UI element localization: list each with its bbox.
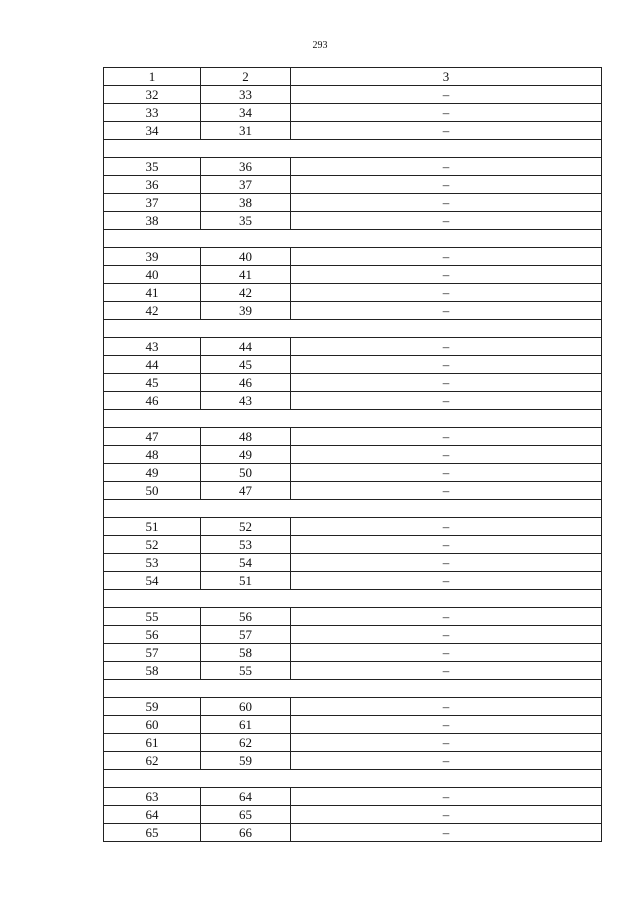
table-row <box>104 626 602 644</box>
table-row <box>104 284 602 302</box>
table-cell-col-3: – <box>291 122 602 140</box>
table-cell-col-2: 45 <box>201 356 291 374</box>
table-row <box>104 374 602 392</box>
table-cell-col-3: – <box>291 428 602 446</box>
table-row <box>104 248 602 266</box>
table-cell-col-3: – <box>291 734 602 752</box>
table-cell-col-1: 52 <box>104 536 201 554</box>
table-cell-col-2: 66 <box>201 824 291 842</box>
table-cell-col-1: 49 <box>104 464 201 482</box>
table-cell-col-3: – <box>291 356 602 374</box>
table-cell-col-3: – <box>291 644 602 662</box>
table-cell-col-2: 34 <box>201 104 291 122</box>
table-cell-col-2: 38 <box>201 194 291 212</box>
table-cell-col-1: 51 <box>104 518 201 536</box>
table-row <box>104 698 602 716</box>
table-cell-col-1: 40 <box>104 266 201 284</box>
table-cell-col-2: 52 <box>201 518 291 536</box>
separator-cell <box>104 680 602 698</box>
table-row <box>104 464 602 482</box>
table-cell-col-2: 33 <box>201 86 291 104</box>
table-cell-col-2: 59 <box>201 752 291 770</box>
table-cell-col-2: 35 <box>201 212 291 230</box>
table-cell-col-3: – <box>291 536 602 554</box>
table-row <box>104 716 602 734</box>
table-cell-col-3: – <box>291 338 602 356</box>
table-cell-col-2: 37 <box>201 176 291 194</box>
table-cell-col-1: 46 <box>104 392 201 410</box>
table-row <box>104 302 602 320</box>
table-cell-col-2: 49 <box>201 446 291 464</box>
table-row <box>104 734 602 752</box>
group-separator-row <box>104 320 602 338</box>
table-row <box>104 608 602 626</box>
table-cell-col-3: – <box>291 194 602 212</box>
table-cell-col-3: – <box>291 698 602 716</box>
table-row <box>104 392 602 410</box>
table-cell-col-1: 35 <box>104 158 201 176</box>
table-cell-col-3: – <box>291 806 602 824</box>
group-separator-row <box>104 410 602 428</box>
table-row <box>104 212 602 230</box>
table-cell-col-1: 60 <box>104 716 201 734</box>
table-cell-col-1: 63 <box>104 788 201 806</box>
table-cell-col-1: 33 <box>104 104 201 122</box>
table-row <box>104 554 602 572</box>
table-cell-col-3: – <box>291 716 602 734</box>
table-cell-col-3: – <box>291 572 602 590</box>
table-cell-col-1: 42 <box>104 302 201 320</box>
header-cell-3: 3 <box>291 68 602 86</box>
table-cell-col-1: 45 <box>104 374 201 392</box>
table-row <box>104 824 602 842</box>
table-row <box>104 158 602 176</box>
table-cell-col-3: – <box>291 554 602 572</box>
group-separator-row <box>104 500 602 518</box>
table-cell-col-1: 47 <box>104 428 201 446</box>
table-cell-col-2: 56 <box>201 608 291 626</box>
table-cell-col-1: 44 <box>104 356 201 374</box>
table-cell-col-2: 64 <box>201 788 291 806</box>
table-row <box>104 104 602 122</box>
table-cell-col-2: 58 <box>201 644 291 662</box>
table-cell-col-3: – <box>291 482 602 500</box>
table-cell-col-3: – <box>291 464 602 482</box>
table-cell-col-1: 62 <box>104 752 201 770</box>
table-cell-col-2: 31 <box>201 122 291 140</box>
table-cell-col-1: 36 <box>104 176 201 194</box>
table-row <box>104 176 602 194</box>
table-row <box>104 194 602 212</box>
table-cell-col-3: – <box>291 392 602 410</box>
table-cell-col-2: 46 <box>201 374 291 392</box>
table-cell-col-1: 34 <box>104 122 201 140</box>
table-cell-col-1: 65 <box>104 824 201 842</box>
separator-cell <box>104 500 602 518</box>
table-cell-col-3: – <box>291 266 602 284</box>
separator-cell <box>104 770 602 788</box>
table-row <box>104 518 602 536</box>
table-cell-col-2: 54 <box>201 554 291 572</box>
table-cell-col-2: 36 <box>201 158 291 176</box>
table-cell-col-1: 64 <box>104 806 201 824</box>
header-cell-1: 1 <box>104 68 201 86</box>
table-cell-col-1: 55 <box>104 608 201 626</box>
table-cell-col-2: 40 <box>201 248 291 266</box>
table-row <box>104 122 602 140</box>
table-row <box>104 482 602 500</box>
table-row <box>104 446 602 464</box>
table-cell-col-3: – <box>291 608 602 626</box>
table-cell-col-3: – <box>291 212 602 230</box>
table-row <box>104 266 602 284</box>
table-cell-col-2: 55 <box>201 662 291 680</box>
table-cell-col-3: – <box>291 374 602 392</box>
table-cell-col-3: – <box>291 788 602 806</box>
table-cell-col-3: – <box>291 302 602 320</box>
table-cell-col-3: – <box>291 176 602 194</box>
table-cell-col-1: 53 <box>104 554 201 572</box>
table-cell-col-1: 59 <box>104 698 201 716</box>
table-cell-col-1: 39 <box>104 248 201 266</box>
group-separator-row <box>104 140 602 158</box>
header-row <box>104 68 602 86</box>
table-cell-col-2: 42 <box>201 284 291 302</box>
table-cell-col-3: – <box>291 284 602 302</box>
separator-cell <box>104 410 602 428</box>
table-cell-col-2: 50 <box>201 464 291 482</box>
table-cell-col-1: 38 <box>104 212 201 230</box>
table-cell-col-2: 60 <box>201 698 291 716</box>
table-cell-col-1: 41 <box>104 284 201 302</box>
table-cell-col-1: 50 <box>104 482 201 500</box>
table-cell-col-2: 61 <box>201 716 291 734</box>
header-cell-2: 2 <box>201 68 291 86</box>
table-cell-col-3: – <box>291 626 602 644</box>
group-separator-row <box>104 770 602 788</box>
table-cell-col-2: 48 <box>201 428 291 446</box>
table-row <box>104 806 602 824</box>
table-cell-col-3: – <box>291 86 602 104</box>
table-cell-col-2: 43 <box>201 392 291 410</box>
table-row <box>104 356 602 374</box>
table-cell-col-1: 54 <box>104 572 201 590</box>
separator-cell <box>104 140 602 158</box>
table-cell-col-2: 53 <box>201 536 291 554</box>
table-cell-col-3: – <box>291 752 602 770</box>
table-cell-col-3: – <box>291 662 602 680</box>
table-row <box>104 788 602 806</box>
table-row <box>104 752 602 770</box>
table-cell-col-1: 57 <box>104 644 201 662</box>
table-cell-col-2: 65 <box>201 806 291 824</box>
separator-cell <box>104 590 602 608</box>
table-cell-col-3: – <box>291 824 602 842</box>
table-cell-col-3: – <box>291 518 602 536</box>
table-cell-col-2: 39 <box>201 302 291 320</box>
table-cell-col-2: 62 <box>201 734 291 752</box>
separator-cell <box>104 320 602 338</box>
table-cell-col-1: 56 <box>104 626 201 644</box>
table-cell-col-1: 43 <box>104 338 201 356</box>
table-cell-col-2: 57 <box>201 626 291 644</box>
table-cell-col-1: 58 <box>104 662 201 680</box>
table-cell-col-3: – <box>291 446 602 464</box>
table-row <box>104 536 602 554</box>
table-row <box>104 338 602 356</box>
table-cell-col-1: 48 <box>104 446 201 464</box>
group-separator-row <box>104 230 602 248</box>
table-cell-col-1: 32 <box>104 86 201 104</box>
group-separator-row <box>104 590 602 608</box>
table-cell-col-3: – <box>291 104 602 122</box>
table-cell-col-2: 41 <box>201 266 291 284</box>
group-separator-row <box>104 680 602 698</box>
table-cell-col-2: 44 <box>201 338 291 356</box>
page-number: 293 <box>312 40 328 51</box>
table-row <box>104 644 602 662</box>
table-row <box>104 662 602 680</box>
table-cell-col-3: – <box>291 158 602 176</box>
table-row <box>104 428 602 446</box>
data-table <box>103 67 602 842</box>
table-cell-col-3: – <box>291 248 602 266</box>
table-cell-col-1: 37 <box>104 194 201 212</box>
table-cell-col-2: 51 <box>201 572 291 590</box>
table-cell-col-2: 47 <box>201 482 291 500</box>
table-cell-col-1: 61 <box>104 734 201 752</box>
table-row <box>104 86 602 104</box>
table-row <box>104 572 602 590</box>
separator-cell <box>104 230 602 248</box>
